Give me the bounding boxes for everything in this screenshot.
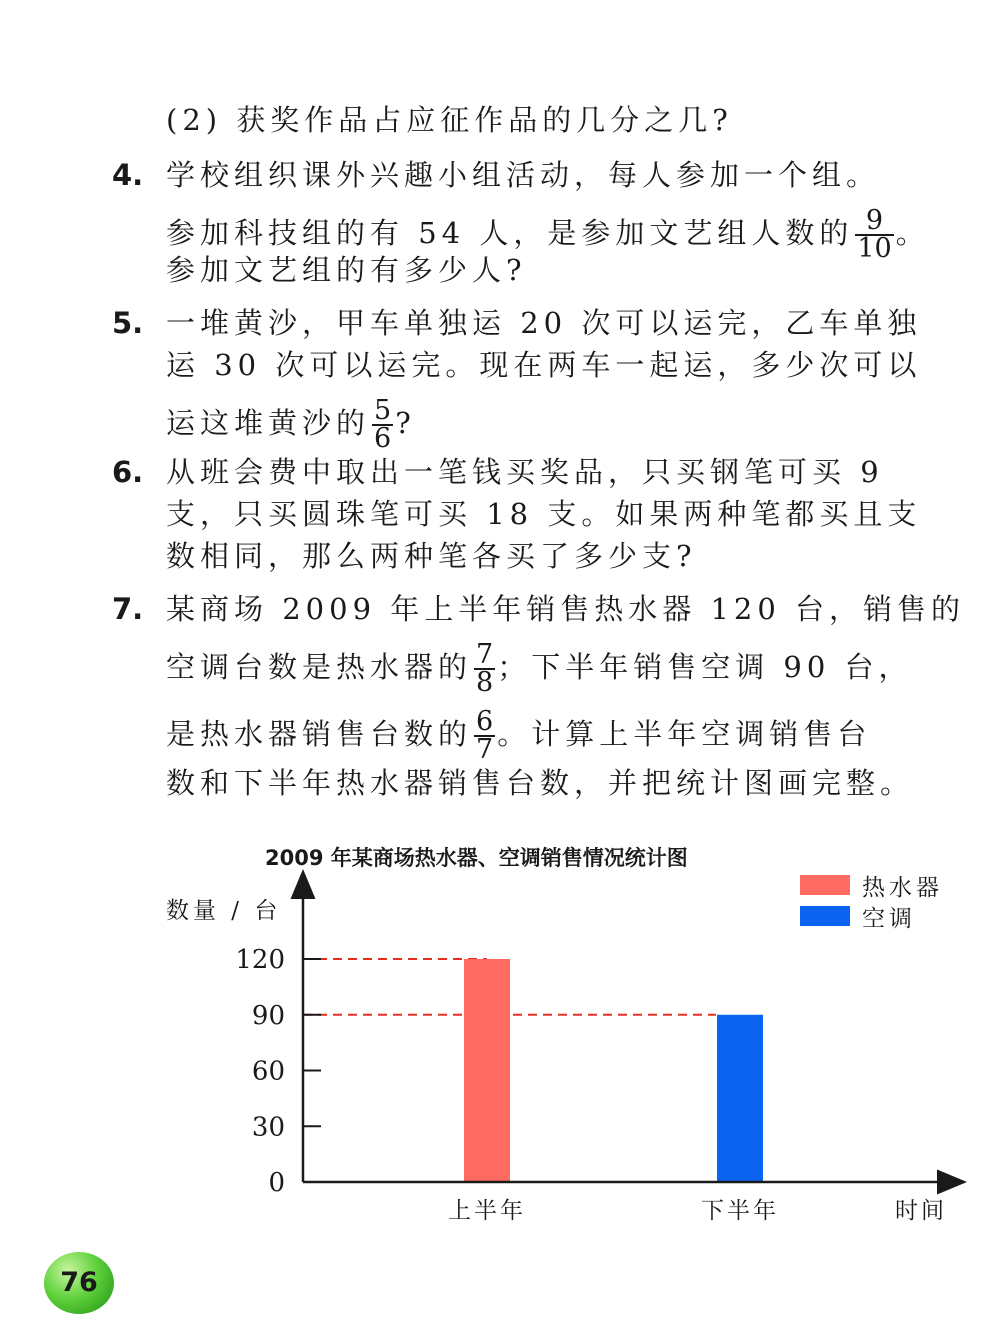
question-5-number: 5. bbox=[112, 306, 144, 340]
question-7-line-3-end: 。计算上半年空调销售台 bbox=[497, 717, 872, 751]
question-6-line-2: 支，只买圆珠笔可买 18 支。如果两种笔都买且支 bbox=[166, 497, 922, 531]
question-4-line-2-end: 。 bbox=[895, 216, 930, 250]
x-category-label-0: 上半年 bbox=[448, 1198, 526, 1224]
question-6-line-3: 数相同，那么两种笔各买了多少支? bbox=[166, 539, 697, 573]
y-tick-label-90: 90 bbox=[251, 1000, 285, 1031]
question-7-line-2-text: 空调台数是热水器的 bbox=[166, 650, 473, 684]
fraction-numerator: 5 bbox=[374, 395, 392, 426]
legend-label-water-heater: 热水器 bbox=[862, 875, 943, 901]
question-5-line-1: 一堆黄沙，甲车单独运 20 次可以运完，乙车单独 bbox=[166, 306, 922, 340]
bar-air-conditioner-1 bbox=[717, 1015, 763, 1182]
fraction-numerator: 7 bbox=[476, 639, 494, 670]
question-4-line-2-text: 参加科技组的有 54 人，是参加文艺组人数的 bbox=[166, 216, 854, 250]
question-6-number: 6. bbox=[112, 455, 144, 489]
y-axis-label: 数量 / 台 bbox=[166, 898, 282, 924]
question-7-line-4: 数和下半年热水器销售台数，并把统计图画完整。 bbox=[166, 766, 915, 800]
x-axis-label: 时间 bbox=[895, 1198, 947, 1224]
page-number: 76 bbox=[60, 1267, 98, 1298]
question-4-number: 4. bbox=[112, 158, 144, 192]
question-3-part-2: (2) 获奖作品占应征作品的几分之几? bbox=[166, 103, 733, 137]
question-6-line-1: 从班会费中取出一笔钱买奖品，只买钢笔可买 9 bbox=[166, 455, 884, 489]
fraction-denominator: 8 bbox=[476, 667, 494, 698]
question-5-line-2: 运 30 次可以运完。现在两车一起运，多少次可以 bbox=[166, 348, 922, 382]
y-tick-label-120: 120 bbox=[235, 945, 285, 975]
fraction-numerator: 6 bbox=[476, 706, 494, 737]
fraction-numerator: 9 bbox=[865, 205, 884, 236]
question-4-line-1: 学校组织课外兴趣小组活动，每人参加一个组。 bbox=[166, 158, 881, 192]
y-tick-label-60: 60 bbox=[251, 1056, 285, 1087]
fraction-denominator: 10 bbox=[857, 233, 892, 264]
page-number-badge bbox=[44, 1252, 114, 1314]
question-7-line-3-text: 是热水器销售台数的 bbox=[166, 717, 473, 751]
question-5-line-3-end: ? bbox=[395, 406, 416, 440]
x-category-label-1: 下半年 bbox=[701, 1198, 779, 1224]
question-7-number: 7. bbox=[112, 592, 144, 626]
y-tick-label-0: 0 bbox=[268, 1168, 285, 1198]
chart-title: 2009 年某商场热水器、空调销售情况统计图 bbox=[265, 846, 688, 870]
question-4-line-3: 参加文艺组的有多少人? bbox=[166, 253, 527, 287]
question-7-line-1: 某商场 2009 年上半年销售热水器 120 台，销售的 bbox=[166, 592, 966, 626]
question-5-line-3-text: 运这堆黄沙的 bbox=[166, 406, 371, 440]
legend-label-air-conditioner: 空调 bbox=[862, 906, 916, 932]
y-tick-label-30: 30 bbox=[251, 1112, 285, 1143]
fraction-denominator: 6 bbox=[374, 423, 392, 454]
fraction-denominator: 7 bbox=[476, 734, 494, 765]
bar-water-heater-0 bbox=[464, 959, 510, 1182]
question-7-line-2-end: ；下半年销售空调 90 台， bbox=[497, 650, 913, 684]
